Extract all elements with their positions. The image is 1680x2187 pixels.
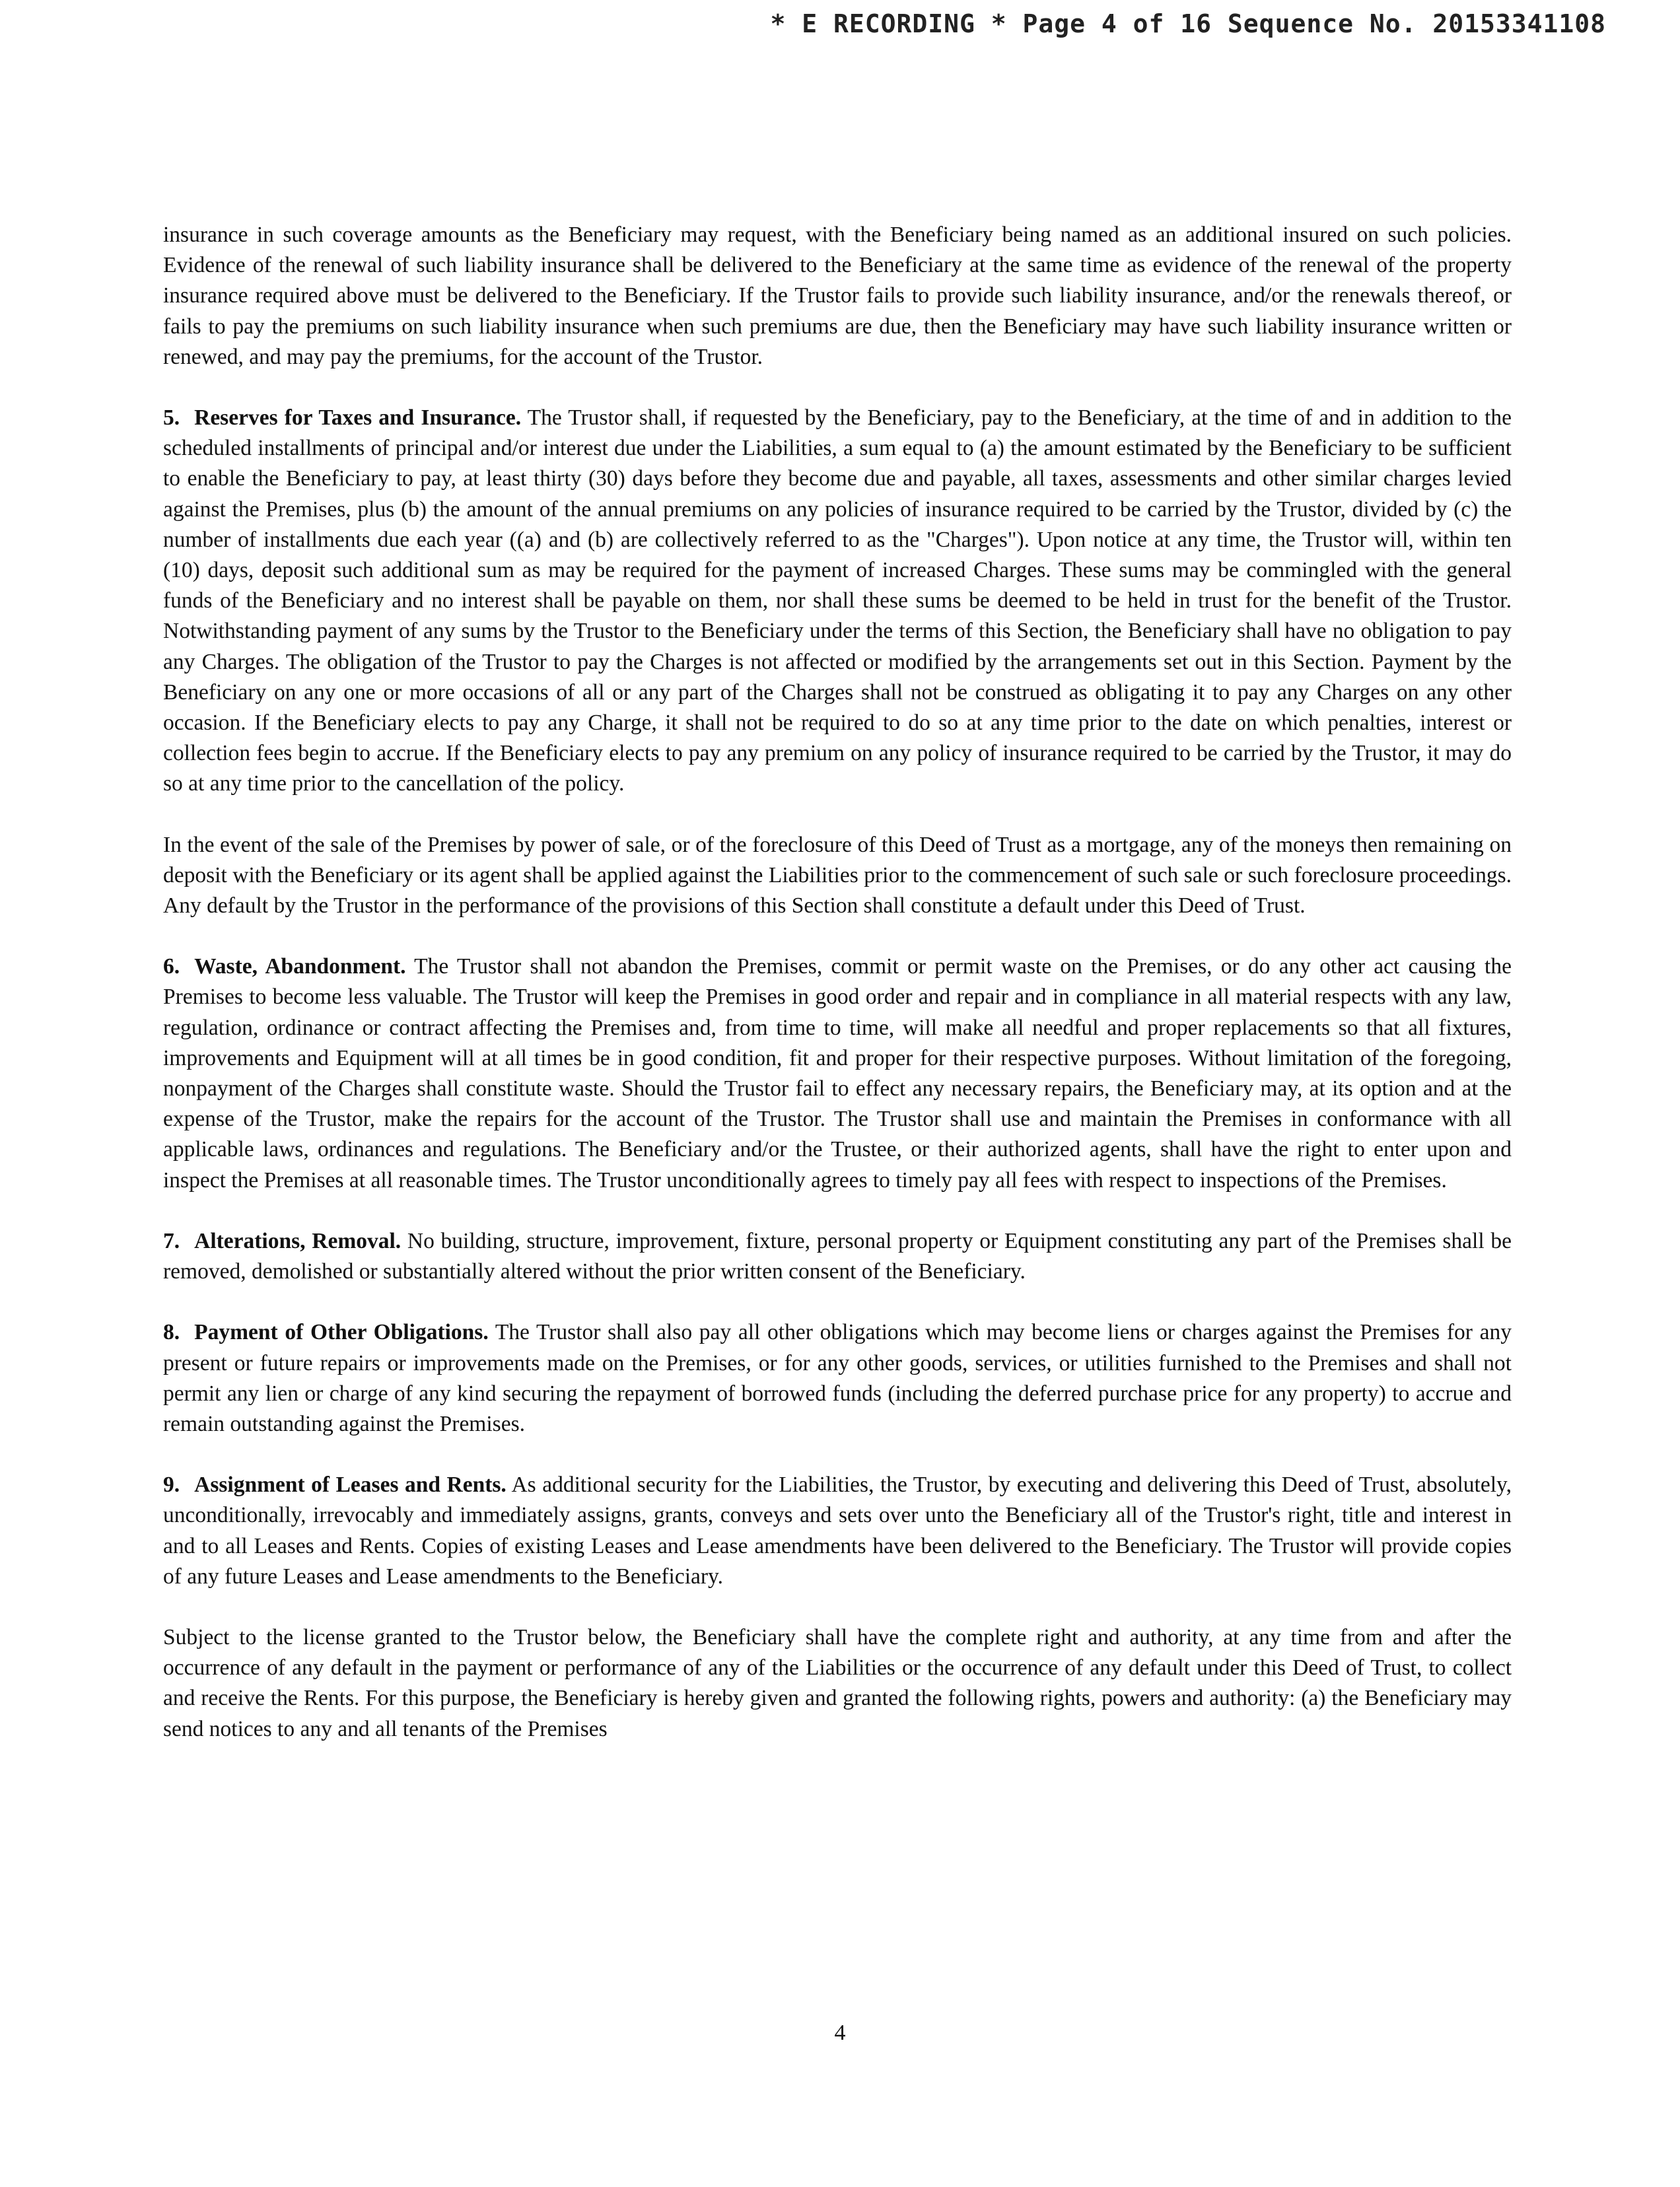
section-body: As additional security for the Liabilities, the Trustor, by executing and delivering this Deed of Trust, absolutely, unconditionally, irrevocably and immediately assigns, grants, conveys and sets over unto the Beneficiary all of the Trustor's right, title and interest in and to all Leases and Rents. Copies of existing Leases and Lease amendments have been delivered to the Beneficiary. The Trustor will provide copies of any future Leases and Lease amendments to the Beneficiary. xyxy=(163,1473,1512,1589)
recording-stamp: * E RECORDING * Page 4 of 16 Sequence No. 20153341108 xyxy=(770,9,1606,38)
section-6 xyxy=(163,952,1512,1196)
section-title: Reserves for Taxes and Insurance. xyxy=(194,405,522,431)
section-title: Payment of Other Obligations. xyxy=(194,1320,489,1345)
section-body: The Trustor shall, if requested by the Beneficiary, pay to the Beneficiary, at the time of and in addition to the scheduled installments of principal and/or interest due under the Liabilities, a sum equal to (a) the amount estimated by the Beneficiary to be sufficient to enable the Beneficiary to pay, at least thirty (30) days before they become due and payable, all taxes, assessments and other similar charges levied against the Premises, plus (b) the amount of the annual premiums on any policies of insurance required to be carried by the Trustor, divided by (c) the number of installments due each year ((a) and (b) are collectively referred to as the "Charges"). Upon notice at any time, the Trustor will, within ten (10) days, deposit such additional sum as may be required for the payment of increased Charges. These sums may be commingled with the general funds of the Beneficiary and no interest shall be payable on them, nor shall these sums be deemed to be held in trust for the benefit of the Trustor. Notwithstanding payment of any sums by the Trustor to the Beneficiary under the terms of this Section, the Beneficiary shall have no obligation to pay any Charges. The obligation of the Trustor to pay the Charges is not affected or modified by the arrangements set out in this Section. Payment by the Beneficiary on any one or more occasions of all or any part of the Charges shall not be construed as obligating it to pay any Charges on any other occasion. If the Beneficiary elects to pay any Charge, it shall not be required to do so at any time prior to the date on which penalties, interest or collection fees begin to accrue. If the Beneficiary elects to pay any premium on any policy of insurance required to be carried by the Trustor, it may do so at any time prior to the cancellation of the policy. xyxy=(163,405,1512,796)
section-title: Assignment of Leases and Rents. xyxy=(194,1473,507,1498)
section-title: Alterations, Removal. xyxy=(194,1228,402,1253)
section-5 xyxy=(163,403,1512,800)
section-body: No building, structure, improvement, fixture, personal property or Equipment constituting any part of the Premises shall be removed, demolished or substantially altered without the prior written consent of the Beneficiary. xyxy=(163,1228,1512,1284)
page-number: 4 xyxy=(834,2021,846,2045)
section-number: 8. xyxy=(163,1320,180,1345)
section-number: 6. xyxy=(163,954,180,979)
section-9 xyxy=(163,1470,1512,1592)
section-5-continued: In the event of the sale of the Premises by power of sale, or of the foreclosure of this Deed of Trust as a mortgage, any of the moneys then remaining on deposit with the Beneficiary or its agent shall be applied against the Liabilities prior to the commencement of such sale or such foreclosure proceedings. Any default by the Trustor in the performance of the provisions of this Section shall constitute a default under this Deed of Trust. xyxy=(163,832,1512,919)
section-9-continued: Subject to the license granted to the Trustor below, the Beneficiary shall have the complete right and authority, at any time from and after the occurrence of any default in the payment or performance of any of the Liabilities or the occurrence of any default under this Deed of Trust, to collect and receive the Rents. For this purpose, the Beneficiary is hereby given and granted the following rights, powers and authority: (a) the Beneficiary may send notices to any and all tenants of the Premises xyxy=(163,1624,1512,1741)
section-body: The Trustor shall also pay all other obligations which may become liens or charges against the Premises for any present or future repairs or improvements made on the Premises, or for any other goods, services, or utilities furnished to the Premises and shall not permit any lien or charge of any kind securing the repayment of borrowed funds (including the deferred purchase price for any property) to accrue and remain outstanding against the Premises. xyxy=(163,1320,1512,1436)
document-body xyxy=(163,220,1512,1775)
section-7 xyxy=(163,1226,1512,1287)
section-body: The Trustor shall not abandon the Premises, commit or permit waste on the Premises, or do any other act causing the Premises to become less valuable. The Trustor will keep the Premises in good order and repair and in compliance in all material respects with any law, regulation, ordinance or contract affecting the Premises and, from time to time, will make all needful and proper replacements so that all fixtures, improvements and Equipment will at all times be in good condition, fit and proper for their respective purposes. Without limitation of the foregoing, nonpayment of the Charges shall constitute waste. Should the Trustor fail to effect any necessary repairs, the Beneficiary may, at its option and at the expense of the Trustor, make the repairs for the account of the Trustor. The Trustor shall use and maintain the Premises in conformance with all applicable laws, ordinances and regulations. The Beneficiary and/or the Trustee, or their authorized agents, shall have the right to enter upon and inspect the Premises at all reasonable times. The Trustor unconditionally agrees to timely pay all fees with respect to inspections of the Premises. xyxy=(163,954,1512,1193)
section-number: 7. xyxy=(163,1228,180,1253)
section-title: Waste, Abandonment. xyxy=(194,954,406,979)
section-number: 9. xyxy=(163,1473,180,1498)
section-number: 5. xyxy=(163,405,180,431)
paragraph-insurance-continued: insurance in such coverage amounts as the Beneficiary may request, with the Beneficiary being named as an additional insured on such policies. Evidence of the renewal of such liability insurance shall be delivered to the Beneficiary at the same time as evidence of the renewal of the property insurance required above must be delivered to the Beneficiary. If the Trustor fails to provide such liability insurance, and/or the renewals thereof, or fails to pay the premiums on such liability insurance when such premiums are due, then the Beneficiary may have such liability insurance written or renewed, and may pay the premiums, for the account of the Trustor. xyxy=(163,223,1512,369)
section-8 xyxy=(163,1317,1512,1440)
